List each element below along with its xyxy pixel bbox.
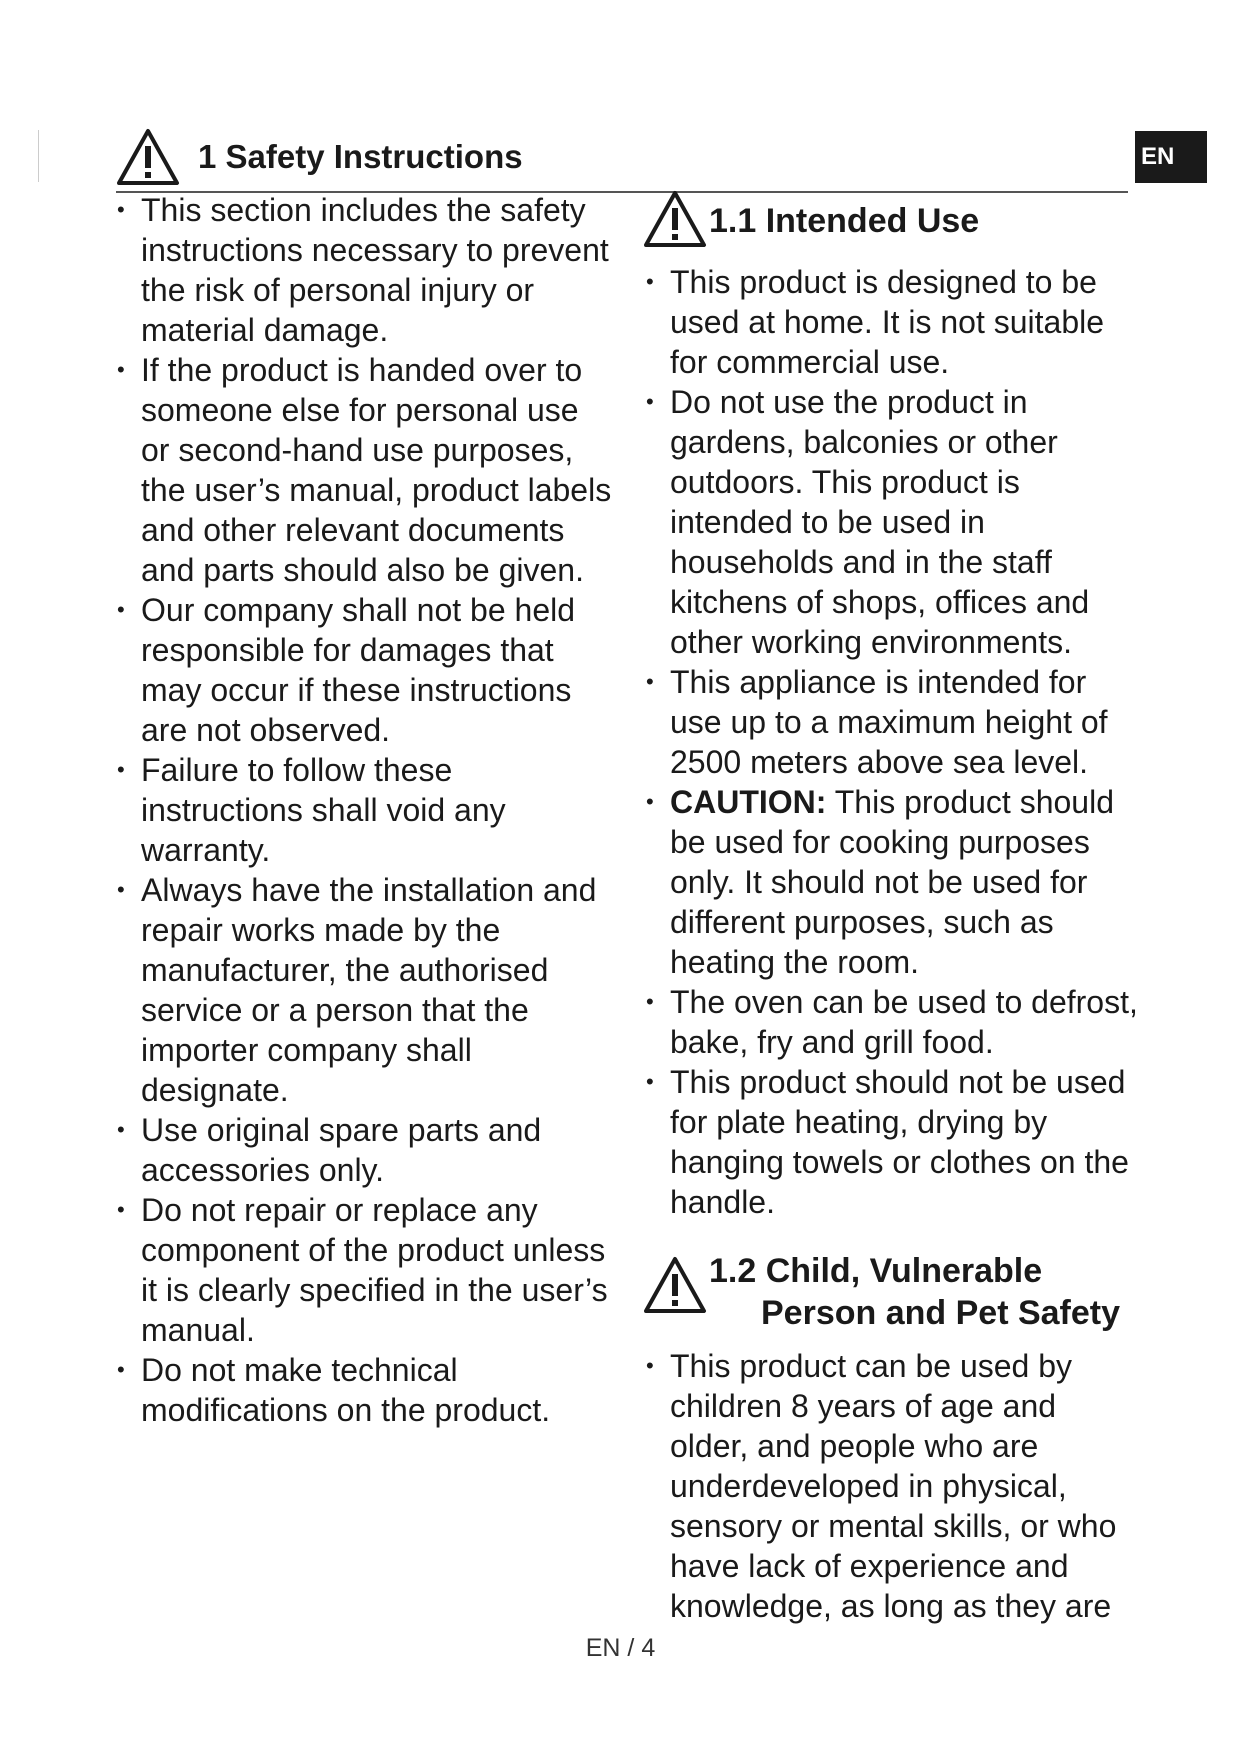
list-item: • This product is designed to be used at home. It is not suitable for commercial use. bbox=[643, 262, 1143, 382]
intended-use-header bbox=[643, 190, 1143, 262]
child-safety-title bbox=[709, 1250, 1120, 1334]
child-safety-title-line2: Person and Pet Safety bbox=[761, 1294, 1121, 1332]
list-item: • This product can be used by children 8 years of age and older, and people who are underdeveloped in physical, sensory or mental skills, or who have lack of experience and knowledge, as long as they are bbox=[643, 1346, 1143, 1626]
list-item: • Do not use the product in gardens, balconies or other outdoors. This product is intended to be used in households and in the staff kitchens of shops, offices and other working environments. bbox=[643, 382, 1143, 662]
intended-use-title: 1.1 Intended Use bbox=[709, 202, 980, 240]
list-item: • Do not repair or replace any component of the product unless it is clearly specified in the user’s manual. bbox=[114, 1190, 614, 1350]
safety-list bbox=[114, 190, 614, 1430]
list-item: • If the product is handed over to someone else for personal use or second-hand use purposes, the user’s manual, product labels and other relevant documents and parts should also be given. bbox=[114, 350, 614, 590]
warning-triangle-icon bbox=[643, 1256, 707, 1314]
list-item: • This appliance is intended for use up to a maximum height of 2500 meters above sea level. bbox=[643, 662, 1143, 782]
warning-triangle-icon bbox=[116, 128, 180, 186]
list-item: • Failure to follow these instructions shall void any warranty. bbox=[114, 750, 614, 870]
warning-triangle-icon bbox=[643, 190, 707, 248]
list-item: • The oven can be used to defrost, bake, fry and grill food. bbox=[643, 982, 1143, 1062]
child-safety-list bbox=[643, 1346, 1143, 1626]
list-item: • This product should not be used for plate heating, drying by hanging towels or clothes on the handle. bbox=[643, 1062, 1143, 1222]
list-item: • Always have the installation and repair works made by the manufacturer, the authorised service or a person that the importer company shall designate. bbox=[114, 870, 614, 1110]
intended-use-list bbox=[643, 262, 1143, 1222]
child-safety-title-line1: 1.2 Child, Vulnerable bbox=[709, 1252, 1043, 1290]
left-column bbox=[114, 190, 614, 1430]
caution-text: This product should be used for cooking purposes only. It should not be used for different purposes, such as heating the room. bbox=[670, 784, 1114, 980]
language-tab: EN bbox=[1135, 131, 1207, 183]
page-title: 1 Safety Instructions bbox=[198, 138, 523, 175]
margin-rule bbox=[38, 130, 39, 182]
right-column bbox=[643, 190, 1143, 1626]
list-item: • Use original spare parts and accessories only. bbox=[114, 1110, 614, 1190]
child-safety-header bbox=[643, 1240, 1143, 1346]
section-header bbox=[116, 124, 1128, 193]
page-number: EN / 4 bbox=[585, 1634, 656, 1662]
caution-item bbox=[643, 782, 1143, 982]
list-item: • Our company shall not be held responsible for damages that may occur if these instructions are not observed. bbox=[114, 590, 614, 750]
caution-label: CAUTION: bbox=[670, 784, 827, 820]
list-item: • This section includes the safety instructions necessary to prevent the risk of personal injury or material damage. bbox=[114, 190, 614, 350]
list-item: • Do not make technical modifications on the product. bbox=[114, 1350, 614, 1430]
